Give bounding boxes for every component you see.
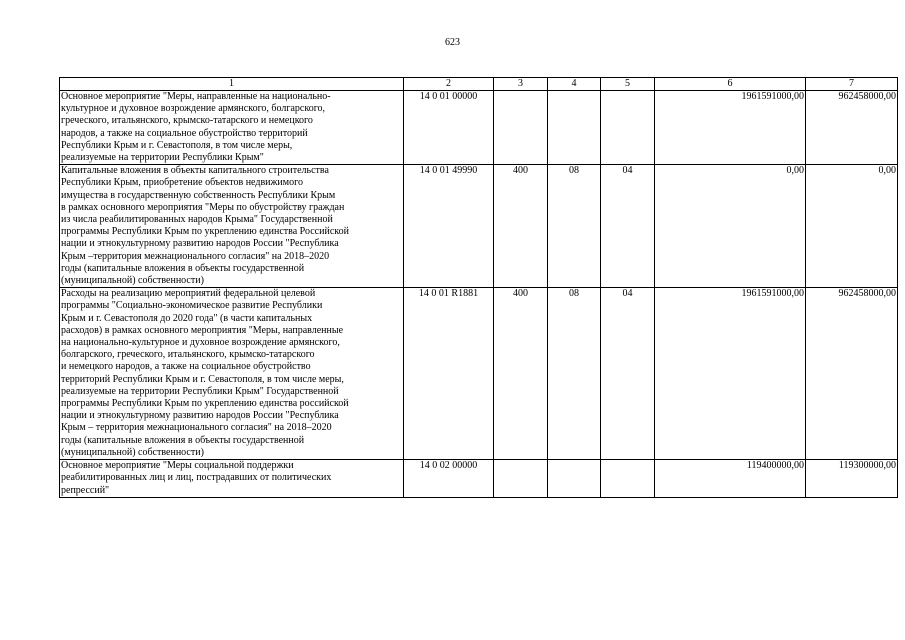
section-cell xyxy=(548,91,601,165)
subsection-cell xyxy=(601,460,655,498)
amount-col7-cell: 962458000,00 xyxy=(806,91,898,165)
item-name-cell xyxy=(60,460,404,498)
item-name-cell xyxy=(60,91,404,165)
section-cell: 08 xyxy=(548,288,601,460)
subsection-cell: 04 xyxy=(601,165,655,288)
item-name-line: нации и этнокультурному развитию народов России "Республика xyxy=(61,238,339,250)
item-name-line: и немецкого народов, а также на социальное обустройство xyxy=(61,361,311,373)
budget-code-cell: 14 0 01 R1881 xyxy=(404,288,494,460)
amount-col6-cell: 119400000,00 xyxy=(655,460,806,498)
section-cell: 08 xyxy=(548,165,601,288)
item-name-line: имущества в государственную собственность Республики Крым xyxy=(61,189,336,201)
item-name-line: реабилитированных лиц и лиц, пострадавших от политических xyxy=(61,472,332,484)
subsection-cell: 04 xyxy=(601,288,655,460)
budget-table xyxy=(59,77,898,498)
item-name-line: на национально-культурное и духовное возрождение армянского, xyxy=(61,337,340,349)
amount-col6-cell: 1961591000,00 xyxy=(655,288,806,460)
amount-col7-cell: 962458000,00 xyxy=(806,288,898,460)
item-name-line: (муниципальной) собственности) xyxy=(61,275,204,287)
item-name-line: болгарского, греческого, итальянского, крымско-татарского xyxy=(61,349,315,361)
table-row xyxy=(60,165,898,288)
item-name-line: Крым – территория межнационального согласия" на 2018–2020 xyxy=(61,422,332,434)
column-header: 6 xyxy=(655,78,806,91)
item-name-line: расходов) в рамках основного мероприятия "Меры, направленные xyxy=(61,324,344,336)
item-name-line: (муниципальной) собственности) xyxy=(61,446,204,458)
item-name-line: Основное мероприятие "Меры, направленные на национально- xyxy=(61,91,331,102)
item-name-line: реализуемые на территории Республики Крым" xyxy=(61,152,264,164)
column-header: 2 xyxy=(404,78,494,91)
item-name-line: культурное и духовное возрождение армянского, болгарского, xyxy=(61,103,326,115)
item-name-line: программы Республики Крым по укреплению единства Российской xyxy=(61,226,349,238)
item-name-line: из числа реабилитированных народов Крыма" Государственной xyxy=(61,214,333,226)
item-name-line: Крым –территория межнационального согласия" на 2018–2020 xyxy=(61,250,330,262)
item-name-cell xyxy=(60,288,404,460)
amount-col7-cell: 119300000,00 xyxy=(806,460,898,498)
item-name-line: программы "Социально-экономическое развитие Республики xyxy=(61,300,323,312)
column-header: 5 xyxy=(601,78,655,91)
item-name-line: программы Республики Крым по укреплению единства российской xyxy=(61,398,349,410)
table-row xyxy=(60,460,898,498)
expense-type-cell: 400 xyxy=(494,165,548,288)
item-name-line: годы (капитальные вложения в объекты государственной xyxy=(61,262,305,274)
budget-code-cell: 14 0 01 00000 xyxy=(404,91,494,165)
item-name-line: народов, а также на социальное обустройство территорий xyxy=(61,127,308,139)
header-row xyxy=(60,78,898,91)
budget-code-cell: 14 0 02 00000 xyxy=(404,460,494,498)
expense-type-cell: 400 xyxy=(494,288,548,460)
item-name-line: территорий Республики Крым и г. Севастополя, в том числе меры, xyxy=(61,373,344,385)
item-name-line: Республики Крым, приобретение объектов недвижимого xyxy=(61,177,303,189)
subsection-cell xyxy=(601,91,655,165)
table-row xyxy=(60,288,898,460)
expense-type-cell xyxy=(494,460,548,498)
item-name-line: реализуемые на территории Республики Крым" Государственной xyxy=(61,385,339,397)
item-name-line: Крым и г. Севастополя до 2020 года" (в части капитальных xyxy=(61,312,313,324)
item-name-line: Основное мероприятие "Меры социальной поддержки xyxy=(61,460,294,472)
section-cell xyxy=(548,460,601,498)
item-name-cell xyxy=(60,165,404,288)
column-header: 4 xyxy=(548,78,601,91)
item-name-line: Республики Крым и г. Севастополя, в том числе меры, xyxy=(61,139,293,151)
amount-col6-cell: 1961591000,00 xyxy=(655,91,806,165)
item-name-line: Капитальные вложения в объекты капитального строительства xyxy=(61,165,329,177)
expense-type-cell xyxy=(494,91,548,165)
table-row xyxy=(60,91,898,165)
column-header: 3 xyxy=(494,78,548,91)
item-name-line: в рамках основного мероприятия "Меры по обустройству граждан xyxy=(61,201,345,213)
item-name-line: годы (капитальные вложения в объекты государственной xyxy=(61,434,305,446)
column-header: 1 xyxy=(60,78,404,91)
amount-col7-cell: 0,00 xyxy=(806,165,898,288)
column-header: 7 xyxy=(806,78,898,91)
item-name-line: греческого, итальянского, крымско-татарского и немецкого xyxy=(61,115,313,127)
item-name-line: Расходы на реализацию мероприятий федеральной целевой xyxy=(61,288,316,300)
page-number: 623 xyxy=(445,37,460,48)
amount-col6-cell: 0,00 xyxy=(655,165,806,288)
item-name-line: нации и этнокультурному развитию народов России "Республика xyxy=(61,410,339,422)
budget-code-cell: 14 0 01 49990 xyxy=(404,165,494,288)
item-name-line: репрессий" xyxy=(61,484,110,496)
